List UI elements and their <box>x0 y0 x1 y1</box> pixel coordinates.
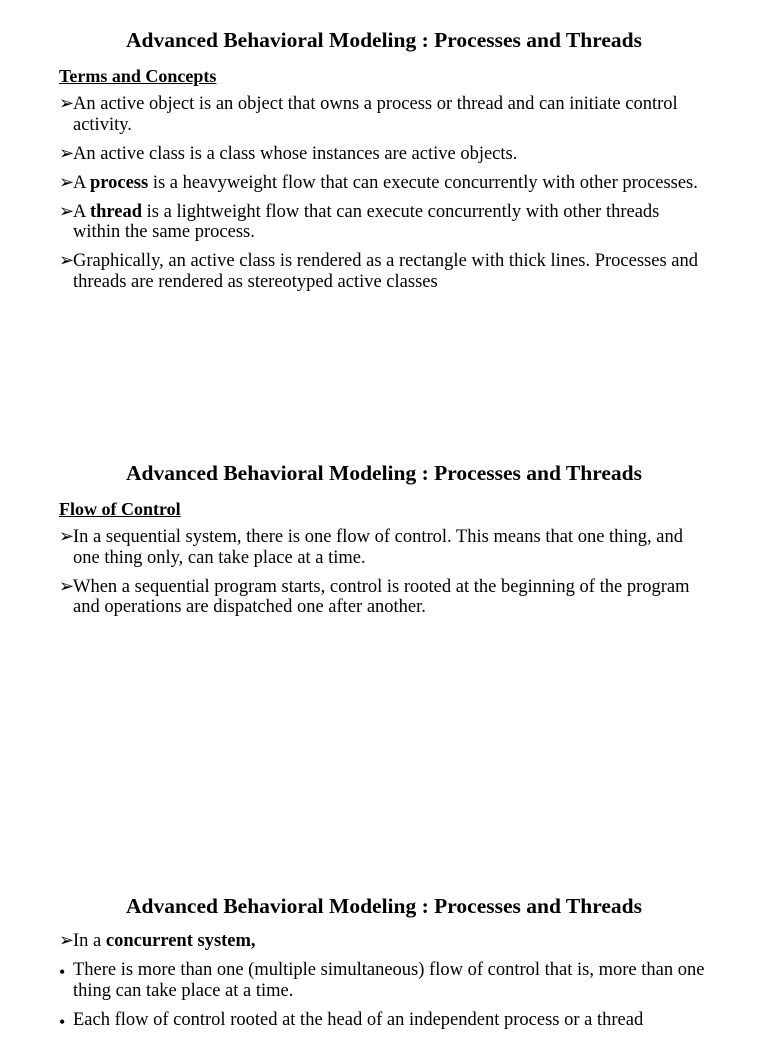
list-item-text <box>73 173 698 193</box>
text-run: When a sequential program starts, control is rooted at the beginning of the program and operations are dispatched one after another. <box>73 576 690 617</box>
text-run: Graphically, an active class is rendered as a rectangle with thick lines. Processes and threads are rendered as stereotyped active classes <box>73 251 698 292</box>
list-item-text <box>73 960 704 1001</box>
bold-term: concurrent system, <box>105 931 256 951</box>
text-run: Each flow of control rooted at the head of an independent process or a thread <box>73 1009 644 1030</box>
list-item <box>59 202 711 243</box>
list-item-text <box>73 94 678 135</box>
arrow-bullet-icon: ➢ <box>59 250 75 270</box>
text-run: In a sequential system, there is one flow of control. This means that one thing, and one thing only, can take place at a time. <box>73 527 684 568</box>
text-run: In a <box>73 931 106 951</box>
text-run: A <box>73 172 90 193</box>
section-subheading: Flow of Control <box>59 499 181 519</box>
list-item-text <box>73 202 659 243</box>
arrow-bullet-icon: ➢ <box>59 930 75 950</box>
bold-term: thread <box>89 201 143 222</box>
text-run: is a lightweight flow that can execute concurrently with other threads within the same process. <box>73 201 660 242</box>
arrow-bullet-icon: ➢ <box>59 526 75 546</box>
list-item <box>59 577 711 618</box>
slide-1 <box>0 28 768 328</box>
slide-3 <box>0 894 768 1032</box>
list-item-text <box>73 577 690 618</box>
arrow-bullet-icon: ➢ <box>59 575 75 596</box>
list-item <box>59 931 711 952</box>
section-subheading: Terms and Concepts <box>59 66 217 86</box>
text-run: is a heavyweight flow that can execute concurrently with other processes. <box>148 172 698 193</box>
arrow-bullet-icon: ➢ <box>59 142 75 163</box>
list-item <box>59 960 711 1001</box>
bullet-list <box>59 527 711 626</box>
list-item-text <box>73 144 517 164</box>
list-item <box>59 251 711 292</box>
list-item <box>59 527 711 568</box>
text-run: An active object is an object that owns a process or thread and can initiate control activity. <box>73 94 678 135</box>
text-run: An active class is a class whose instances are active objects. <box>73 143 518 164</box>
slide-title: Advanced Behavioral Modeling : Processes and Threads <box>125 28 643 52</box>
list-item-text <box>73 931 256 951</box>
list-item <box>59 173 711 194</box>
text-run: There is more than one (multiple simultaneous) flow of control that is, more than one thing can take place at a time. <box>73 960 705 1001</box>
arrow-bullet-icon: ➢ <box>59 93 75 113</box>
slide-title: Advanced Behavioral Modeling : Processes and Threads <box>125 461 643 485</box>
list-item-text <box>73 1010 643 1030</box>
bullet-list <box>59 931 711 1039</box>
list-item <box>59 144 711 165</box>
text-run: A <box>73 201 90 222</box>
bullet-icon: • <box>59 1011 66 1032</box>
slide-2 <box>0 461 768 661</box>
bullet-list <box>59 94 711 301</box>
arrow-bullet-icon: ➢ <box>59 200 75 221</box>
slide-title: Advanced Behavioral Modeling : Processes and Threads <box>125 894 643 918</box>
list-item-text <box>73 527 683 568</box>
list-item <box>59 94 711 135</box>
bullet-icon: • <box>59 962 66 982</box>
arrow-bullet-icon: ➢ <box>59 171 75 192</box>
list-item <box>59 1010 711 1031</box>
list-item-text <box>73 251 698 292</box>
bold-term: process <box>89 172 149 193</box>
